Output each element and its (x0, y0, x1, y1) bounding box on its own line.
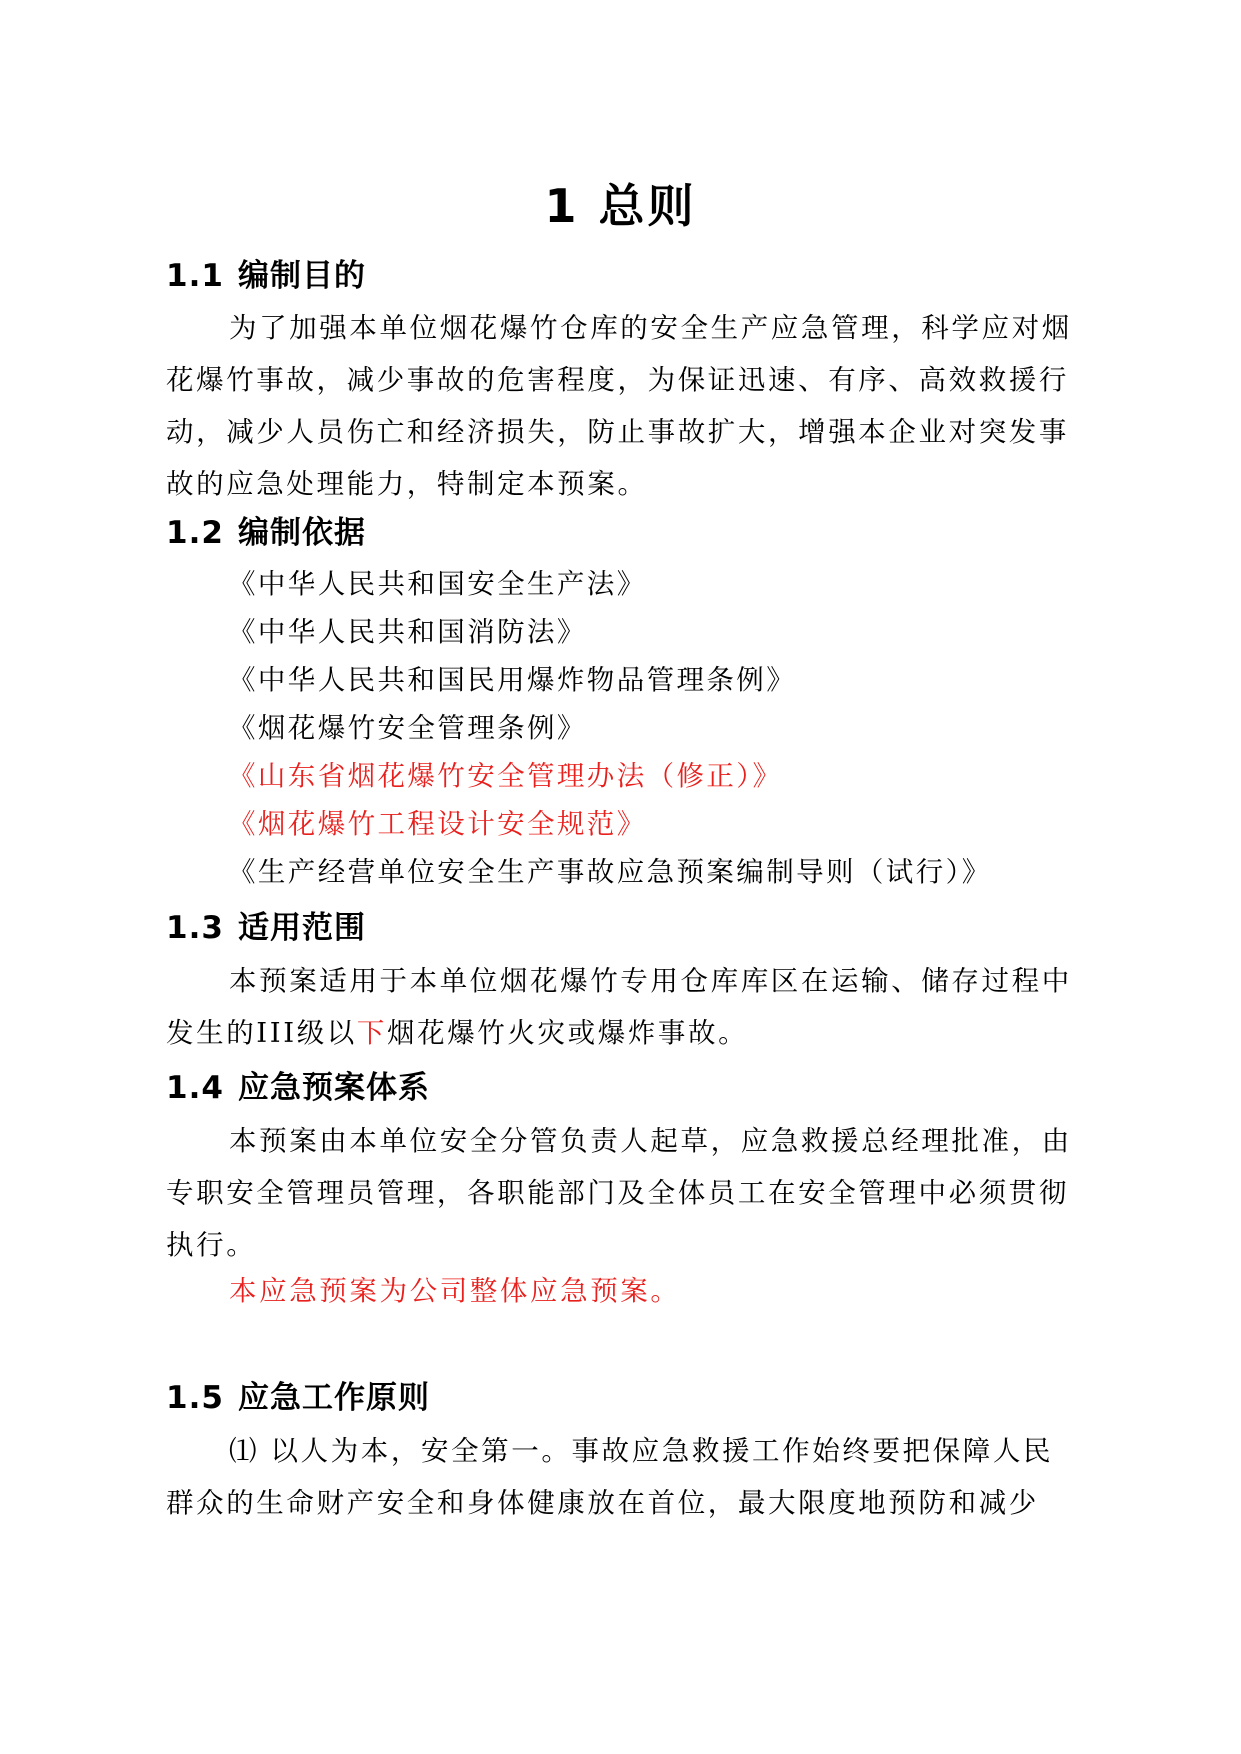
section-title: 适用范围 (238, 910, 366, 946)
reference-item: 《烟花爆竹安全管理条例》 (228, 712, 587, 744)
section-number: 1.5 (166, 1380, 224, 1416)
paragraph-system-note: 本应急预案为公司整体应急预案。 (229, 1275, 681, 1307)
section-heading-1-5 (166, 1372, 430, 1417)
section-number: 1.3 (166, 910, 224, 946)
section-title: 应急工作原则 (238, 1380, 430, 1416)
reference-item-highlighted: 《烟花爆竹工程设计安全规范》 (228, 808, 647, 840)
paragraph-principles: ⑴ 以人为本，安全第一。事故应急救援工作始终要把保障人民群众的生命财产安全和身体健康放在首位，最大限度地预防和减少 (166, 1435, 1054, 1519)
paragraph-purpose: 为了加强本单位烟花爆竹仓库的安全生产应急管理，科学应对烟花爆竹事故，减少事故的危害程度，为保证迅速、有序、高效救援行动，减少人员伤亡和经济损失，防止事故扩大，增强本企业对突发事故的应急处理能力，特制定本预案。 (166, 312, 1072, 500)
scope-highlight: 下 (356, 1017, 387, 1049)
section-title: 编制目的 (238, 258, 366, 294)
reference-item-highlighted: 《山东省烟花爆竹安全管理办法（修正）》 (228, 760, 783, 792)
paragraph-system: 本预案由本单位安全分管负责人起草，应急救援总经理批准，由专职安全管理员管理，各职能部门及全体员工在安全管理中必须贯彻执行。 (166, 1125, 1072, 1261)
section-heading-1-2 (166, 507, 366, 552)
section-title: 编制依据 (238, 515, 366, 551)
scope-text-part: 本预案适用于本单位烟花爆竹专用仓库库区在运输、储存过程中发生的III级以 (166, 965, 1072, 1049)
reference-item: 《中华人民共和国消防法》 (228, 616, 587, 648)
scope-text-part: 烟花爆竹火灾或爆炸事故。 (387, 1017, 749, 1049)
reference-item: 《中华人民共和国安全生产法》 (228, 568, 647, 600)
section-number: 1.2 (166, 515, 224, 551)
section-number: 1.1 (166, 258, 224, 294)
reference-item: 《生产经营单位安全生产事故应急预案编制导则（试行）》 (228, 856, 992, 888)
section-heading-1-4 (166, 1062, 430, 1107)
section-heading-1-3 (166, 902, 366, 947)
chapter-title: 1 总则 (544, 179, 697, 233)
section-number: 1.4 (166, 1070, 224, 1106)
reference-item: 《中华人民共和国民用爆炸物品管理条例》 (228, 664, 797, 696)
paragraph-scope (166, 955, 1076, 1059)
section-heading-1-1 (166, 250, 366, 295)
section-title: 应急预案体系 (238, 1070, 430, 1106)
